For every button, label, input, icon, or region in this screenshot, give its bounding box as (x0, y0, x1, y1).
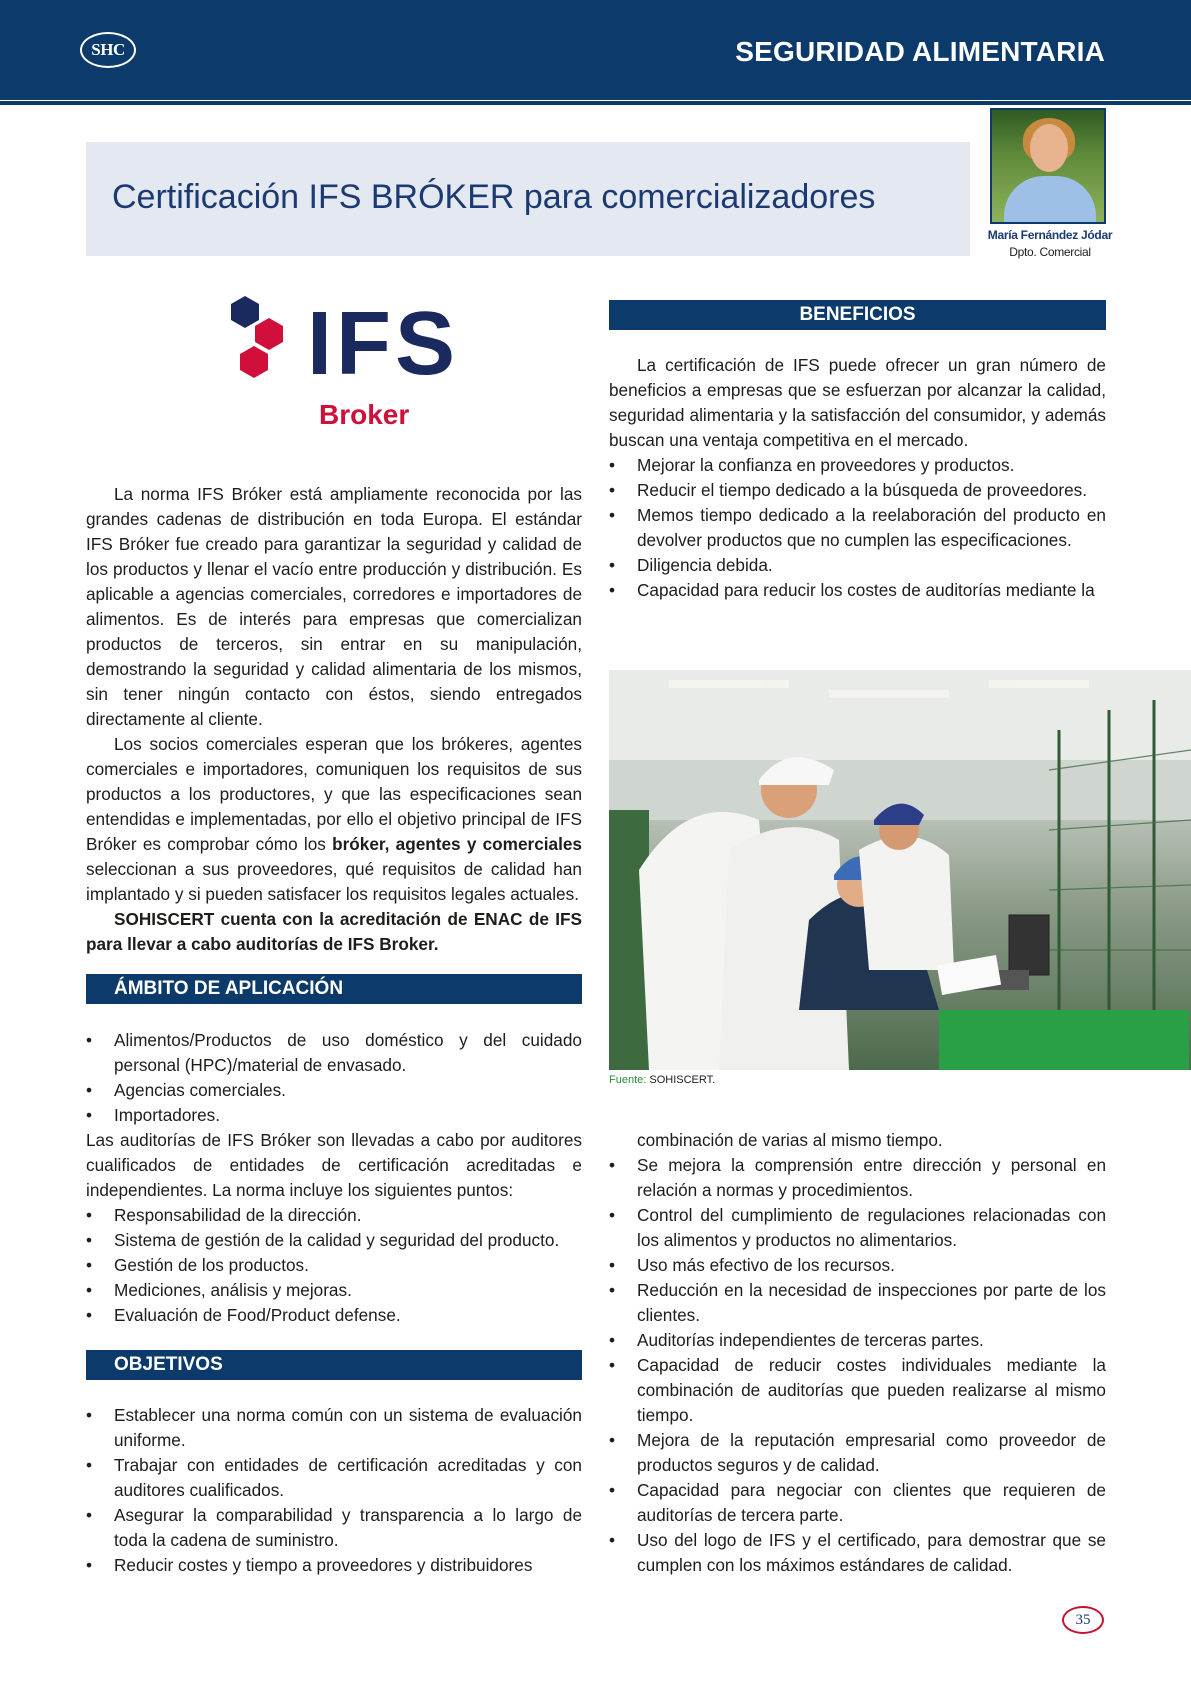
author-face (1030, 124, 1068, 172)
beneficios-continuation: combinación de varias al mismo tiempo. (637, 1130, 943, 1150)
intro-p2-bold: bróker, agentes y comerciales (332, 834, 582, 854)
list-item: • Reducir el tiempo dedicado a la búsqueda de proveedores. (609, 478, 1106, 503)
ambito-points-list (86, 1203, 582, 1328)
beneficios-section-bottom (609, 1128, 1106, 1578)
list-item: • Capacidad de reducir costes individuales mediante la combinación de auditorías que pueden realizarse al mismo tiempo. (609, 1353, 1106, 1428)
beneficios-list-top (609, 453, 1106, 603)
photo-caption (609, 1074, 715, 1086)
list-item: • Importadores. (86, 1103, 582, 1128)
logo-hexagon-red-1 (255, 318, 283, 350)
list-item: • Uso del logo de IFS y el certificado, para demostrar que se cumplen con los máximos estándares de calidad. (609, 1528, 1106, 1578)
list-item: • Evaluación de Food/Product defense. (86, 1303, 582, 1328)
list-item: • Mejorar la confianza en proveedores y productos. (609, 453, 1106, 478)
section-title: SEGURIDAD ALIMENTARIA (735, 36, 1105, 67)
list-item: • Uso más efectivo de los recursos. (609, 1253, 1106, 1278)
intro-section (86, 482, 582, 957)
ambito-heading: ÁMBITO DE APLICACIÓN (86, 974, 582, 1004)
page-number: 35 (1062, 1606, 1104, 1634)
warehouse-photo (609, 670, 1191, 1070)
shc-logo: SHC (80, 32, 136, 68)
author-photo (990, 108, 1106, 224)
intro-paragraph-3: SOHISCERT cuenta con la acreditación de ENAC de IFS para llevar a cabo auditorías de IFS Broker. (86, 909, 582, 954)
objetivos-list (86, 1403, 582, 1578)
list-item: • Alimentos/Productos de uso doméstico y del cuidado personal (HPC)/material de envasado. (86, 1028, 582, 1078)
list-item: • Gestión de los productos. (86, 1253, 582, 1278)
list-item: • Control del cumplimiento de regulaciones relacionadas con los alimentos y productos no alimentarios. (609, 1203, 1106, 1253)
list-item: • Agencias comerciales. (86, 1078, 582, 1103)
logo-brand-text: IFS (307, 294, 460, 394)
photo-illustration (609, 670, 1191, 1070)
objetivos-heading: OBJETIVOS (86, 1350, 582, 1380)
list-item: • Mediciones, análisis y mejoras. (86, 1278, 582, 1303)
list-item: • Establecer una norma común con un sistema de evaluación uniforme. (86, 1403, 582, 1453)
list-item: • Diligencia debida. (609, 553, 1106, 578)
beneficios-intro: La certificación de IFS puede ofrecer un gran número de beneficios a empresas que se esfuerzan por alcanzar la calidad, seguridad alimentaria y la satisfacción del consumidor, y además buscan una ventaja competitiva en el mercado. (609, 355, 1106, 450)
list-item: • Sistema de gestión de la calidad y seguridad del producto. (86, 1228, 582, 1253)
intro-p2-end: seleccionan a sus proveedores, qué requisitos de calidad han implantado y si pueden satisfacer los requisitos legales actuales. (86, 859, 582, 904)
list-item: • Memos tiempo dedicado a la reelaboración del producto en devolver productos que no cumplen las especificaciones. (609, 503, 1106, 553)
list-item: • Reducción en la necesidad de inspecciones por parte de los clientes. (609, 1278, 1106, 1328)
list-item: • Capacidad para negociar con clientes que requieren de auditorías de tercera parte. (609, 1478, 1106, 1528)
list-item: • Trabajar con entidades de certificación acreditadas y con auditores cualificados. (86, 1453, 582, 1503)
intro-paragraph-1: La norma IFS Bróker está ampliamente reconocida por las grandes cadenas de distribución en toda Europa. El estándar IFS Bróker fue creado para garantizar la seguridad y calidad de los productos y llenar el vacío entre producción y distribución. Es aplicable a agencias comerciales, corredores e importadores de alimentos. Es de interés para empresas que comercializan productos de terceros, sin entrar en su manipulación, demostrando la seguridad y calidad alimentaria de los mismos, sin tener ningún contacto con éstos, siendo entregados directamente al cliente. (86, 484, 582, 729)
list-item: • Auditorías independientes de terceras partes. (609, 1328, 1106, 1353)
objetivos-section (86, 1403, 582, 1578)
author-shirt (1004, 176, 1096, 224)
logo-hexagon-red-2 (240, 346, 268, 378)
article-title-box (86, 142, 970, 256)
article-title (112, 178, 875, 217)
page-header (0, 0, 1191, 100)
author-name: María Fernández Jódar (987, 228, 1113, 242)
list-item: • Asegurar la comparabilidad y transparencia a lo largo de toda la cadena de suministro. (86, 1503, 582, 1553)
ambito-text: Las auditorías de IFS Bróker son llevadas a cabo por auditores cualificados de entidades de certificación acreditadas e independientes. La norma incluye los siguientes puntos: (86, 1130, 582, 1200)
beneficios-section-top (609, 353, 1106, 603)
header-divider (0, 101, 1191, 105)
ifs-broker-logo (215, 292, 475, 442)
article-title-highlight: Certificación IFS BRÓKER (112, 178, 515, 216)
article-title-rest: para comercializadores (514, 178, 876, 216)
list-item: • Se mejora la comprensión entre dirección y personal en relación a normas y procedimientos. (609, 1153, 1106, 1203)
intro-paragraph-2 (86, 732, 582, 907)
beneficios-heading: BENEFICIOS (609, 300, 1106, 330)
logo-hexagon-navy (231, 296, 259, 328)
ambito-section (86, 1028, 582, 1328)
list-item: • Responsabilidad de la dirección. (86, 1203, 582, 1228)
logo-sub-text: Broker (319, 399, 410, 430)
caption-source: SOHISCERT. (646, 1074, 716, 1086)
list-item: • Mejora de la reputación empresarial como proveedor de productos seguros y de calidad. (609, 1428, 1106, 1478)
beneficios-list-bottom (609, 1153, 1106, 1578)
caption-label: Fuente: (609, 1074, 647, 1086)
author-department: Dpto. Comercial (1009, 245, 1091, 259)
list-item: • Capacidad para reducir los costes de auditorías mediante la (609, 578, 1106, 603)
ambito-list (86, 1028, 582, 1128)
intro-p2-text: Los socios comerciales esperan que los brókeres, agentes comerciales e importadores, comuniquen los requisitos de sus productos a los productores, y que las especificaciones sean entendidas e implementadas, por ello el objetivo principal de IFS Bróker es comprobar cómo los (86, 734, 582, 854)
list-item: • Reducir costes y tiempo a proveedores y distribuidores (86, 1553, 582, 1578)
